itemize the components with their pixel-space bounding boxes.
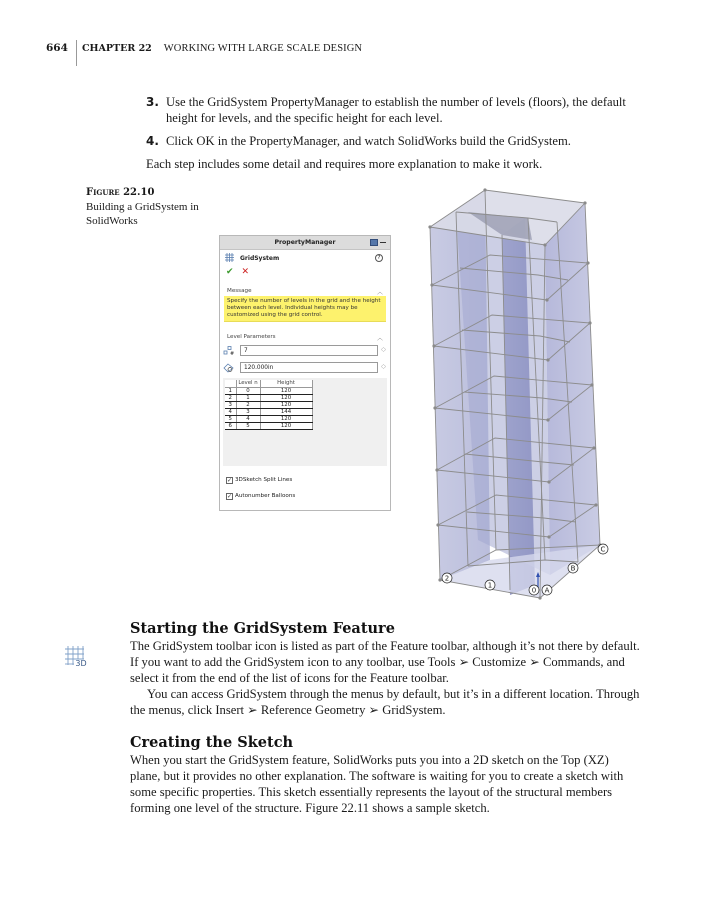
balloon-0: 0 <box>531 586 537 595</box>
section-heading: Creating the Sketch <box>130 734 294 751</box>
height-spinner[interactable]: ︿ ﹀ <box>380 362 386 373</box>
steps-summary: Each step includes some detail and requires more explanation to make it work. <box>146 157 543 171</box>
paragraph: The GridSystem toolbar icon is listed as part of the Feature toolbar, although it’s not there by default. If you want to add the GridSystem icon to any toolbar, use Tools ➢ Customize ➢ Commands, and select it from the end of the list of icons for the Feature toolbar. <box>130 639 640 685</box>
property-manager-header <box>220 236 390 250</box>
step-text: Click OK in the PropertyManager, and watch SolidWorks build the GridSystem. <box>166 134 571 148</box>
help-icon[interactable]: ? <box>375 254 383 262</box>
balloon-1: 1 <box>487 581 493 590</box>
height-cell[interactable]: 120 <box>260 422 312 429</box>
column-header-level: Level n <box>236 380 260 387</box>
running-head <box>46 40 362 66</box>
section-heading: Starting the GridSystem Feature <box>130 620 395 637</box>
balloons-checkbox-row[interactable] <box>220 490 390 502</box>
table-row[interactable]: 5 4 120 <box>225 415 312 422</box>
message-group-header[interactable] <box>224 286 386 296</box>
number-of-levels-input[interactable]: 7 <box>240 345 378 356</box>
height-cell[interactable]: 120 <box>260 415 312 422</box>
action-row <box>220 266 390 278</box>
svg-text:#: # <box>230 350 235 356</box>
paragraph: When you start the GridSystem feature, SolidWorks puts you into a 2D sketch on the Top (XZ) plane, but it provides no other explanation. The software is waiting for you to create a sketch with some specific properties. This sketch essentially represents the layout of the structural members forming one level of the structure. Figure 22.11 shows a sample sketch. <box>130 753 624 815</box>
balloon-b: B <box>570 564 576 573</box>
message-group-label: Message <box>227 288 252 294</box>
figure-caption <box>86 186 226 228</box>
balloons-label: Autonumber Balloons <box>235 493 296 499</box>
step-number: 4. <box>146 134 159 148</box>
step-number: 3. <box>146 95 159 109</box>
section-creating-sketch <box>130 734 640 816</box>
split-lines-label: 3DSketch Split Lines <box>235 477 293 483</box>
height-field-row <box>220 359 390 376</box>
message-box: Specify the number of levels in the grid and the height between each level. Individual heights may be customized using the grid control. <box>224 296 386 322</box>
feature-title-row <box>220 250 390 266</box>
balloon-c: C <box>600 545 606 554</box>
cancel-button[interactable]: ✕ <box>241 267 250 277</box>
split-lines-checkbox-row[interactable] <box>220 474 390 486</box>
paragraph: You can access GridSystem through the menus by default, but it’s in a different location. Through the menus, click Insert ➢ Reference Geometry ➢ GridSystem. <box>130 687 640 717</box>
table-row[interactable]: 3 2 120 <box>225 401 312 408</box>
height-cell[interactable]: 120 <box>260 401 312 408</box>
chapter-title: WORKING WITH LARGE SCALE DESIGN <box>163 43 363 54</box>
gridsystem-icon <box>225 253 236 263</box>
step-text: Use the GridSystem PropertyManager to establish the number of levels (floors), the default height for levels, and the specific height for each level. <box>166 95 626 125</box>
height-cell[interactable]: 120 <box>260 387 312 394</box>
levels-field-row <box>220 342 390 359</box>
gridsystem-3d-icon <box>64 645 88 667</box>
step-item <box>146 133 636 149</box>
table-row[interactable]: 1 0 120 <box>225 387 312 394</box>
collapse-icon[interactable]: ︿ <box>376 334 383 342</box>
balloons-checkbox[interactable]: ✓ <box>227 492 233 500</box>
header-divider <box>76 40 77 66</box>
table-row[interactable]: 6 5 120 <box>225 422 312 429</box>
column-header-height: Height <box>260 380 312 387</box>
balloon-a: A <box>544 586 550 595</box>
table-row[interactable]: 2 1 120 <box>225 394 312 401</box>
figure-label: Figure 22.10 <box>86 187 155 198</box>
level-height-input[interactable]: 120.000in <box>240 362 378 373</box>
property-manager-title: PropertyManager <box>274 239 336 246</box>
split-lines-checkbox[interactable]: ✓ <box>227 476 233 484</box>
gridsystem-3d-model <box>410 180 630 600</box>
step-item <box>146 94 636 126</box>
levels-count-icon <box>223 346 235 356</box>
chapter-label: CHAPTER 22 <box>82 43 152 54</box>
height-cell[interactable]: 144 <box>260 408 312 415</box>
page-number: 664 <box>46 42 68 54</box>
level-parameters-label: Level Parameters <box>227 334 276 340</box>
height-cell[interactable]: 120 <box>260 394 312 401</box>
balloon-2: 2 <box>444 574 450 583</box>
feature-name: GridSystem <box>240 254 280 262</box>
collapse-icon[interactable]: ︿ <box>376 288 383 296</box>
property-manager-panel <box>219 235 391 511</box>
pin-icon[interactable] <box>370 239 386 246</box>
figure-caption-text: Building a GridSystem in SolidWorks <box>86 201 199 227</box>
level-height-table[interactable] <box>225 380 313 430</box>
step-list <box>146 94 636 172</box>
level-height-icon <box>223 363 235 373</box>
table-row[interactable]: 4 3 144 <box>225 408 312 415</box>
section-starting-gridsystem <box>130 620 640 718</box>
level-grid-container <box>223 378 387 466</box>
levels-spinner[interactable]: ︿ ﹀ <box>380 345 386 356</box>
svg-text:3D: 3D <box>75 659 87 667</box>
ok-button[interactable]: ✔ <box>226 267 234 277</box>
level-parameters-header[interactable] <box>224 332 386 342</box>
